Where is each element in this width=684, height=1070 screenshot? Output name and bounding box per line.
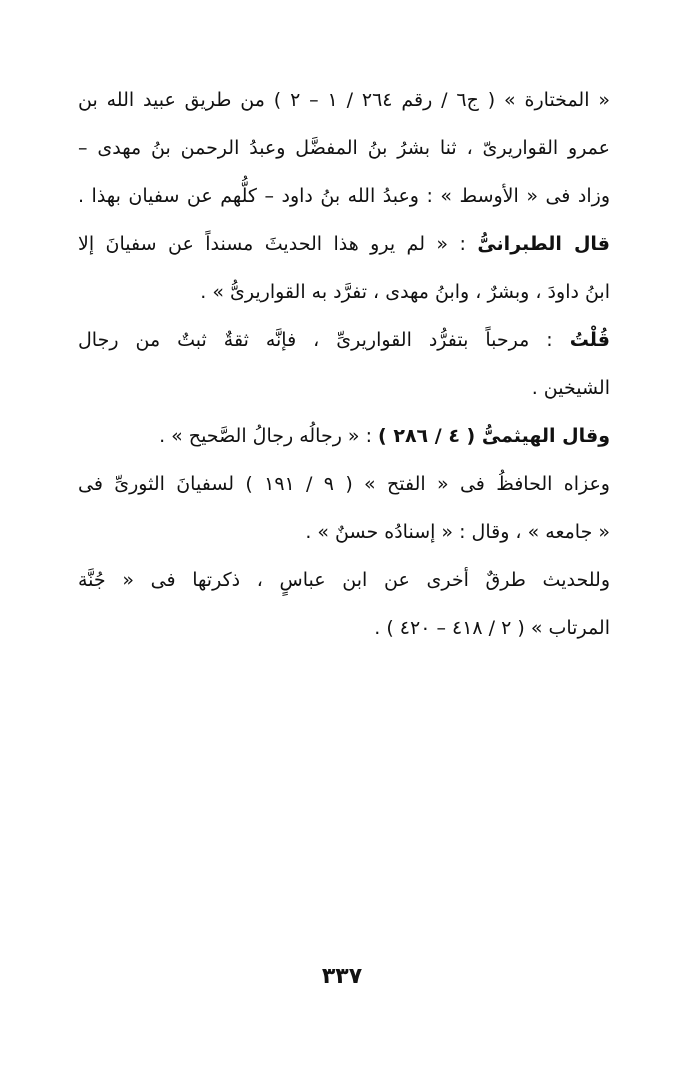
page-number: ٣٣٧ (321, 964, 363, 989)
text-line-6: قُلْتُ : مرحباً بتفرُّد القواريرىِّ ، فإنَّه ثقةٌ ثبتٌ من رجال (78, 329, 610, 351)
text-line-9: وعزاه الحافظُ فى « الفتح » ( ٩ / ١٩١ ) لسفيانَ الثورىِّ فى (78, 473, 610, 495)
text-line-5: ابنُ داودَ ، وبشرٌ ، وابنُ مهدى ، تفرَّد به القواريرىُّ » . (200, 281, 610, 303)
text-line-11: وللحديث طرقٌ أخرى عن ابن عباسٍ ، ذكرتها فى « جُنَّة (78, 569, 610, 591)
lead-in-phrase: وقال الهيثمىُّ ( ٤ / ٢٨٦ ) (378, 425, 610, 447)
text-line-4: قال الطبرانىُّ : « لم يرو هذا الحديثَ مسنداً عن سفيانَ إلا (78, 233, 611, 255)
body-text (78, 76, 610, 652)
text-line-7: الشيخين . (531, 377, 610, 399)
text-line-3: وزاد فى « الأوسط » : وعبدُ الله بنُ داود – كلُّهم عن سفيان بهذا . (78, 185, 610, 207)
text-line-10: « جامعه » ، وقال : « إسنادُه حسنٌ » . (305, 521, 610, 543)
text-line-8: وقال الهيثمىُّ ( ٤ / ٢٨٦ ) : « رجالُه رجالُ الصَّحيح » . (159, 425, 610, 447)
text-line-2: عمرو القواريرىّ ، ثنا بشرُ بنُ المفضَّل وعبدُ الرحمن بنُ مهدى – (78, 137, 610, 159)
text-line-12: المرتاب » ( ٢ / ٤١٨ – ٤٢٠ ) . (374, 617, 610, 639)
text-line-1: « المختارة » ( ج٦ / رقم ٢٦٤ / ١ – ٢ ) من طريق عبيد الله بن (78, 89, 610, 111)
lead-in-phrase: قال الطبرانىُّ (477, 233, 611, 255)
lead-in-phrase: قُلْتُ (569, 329, 610, 351)
